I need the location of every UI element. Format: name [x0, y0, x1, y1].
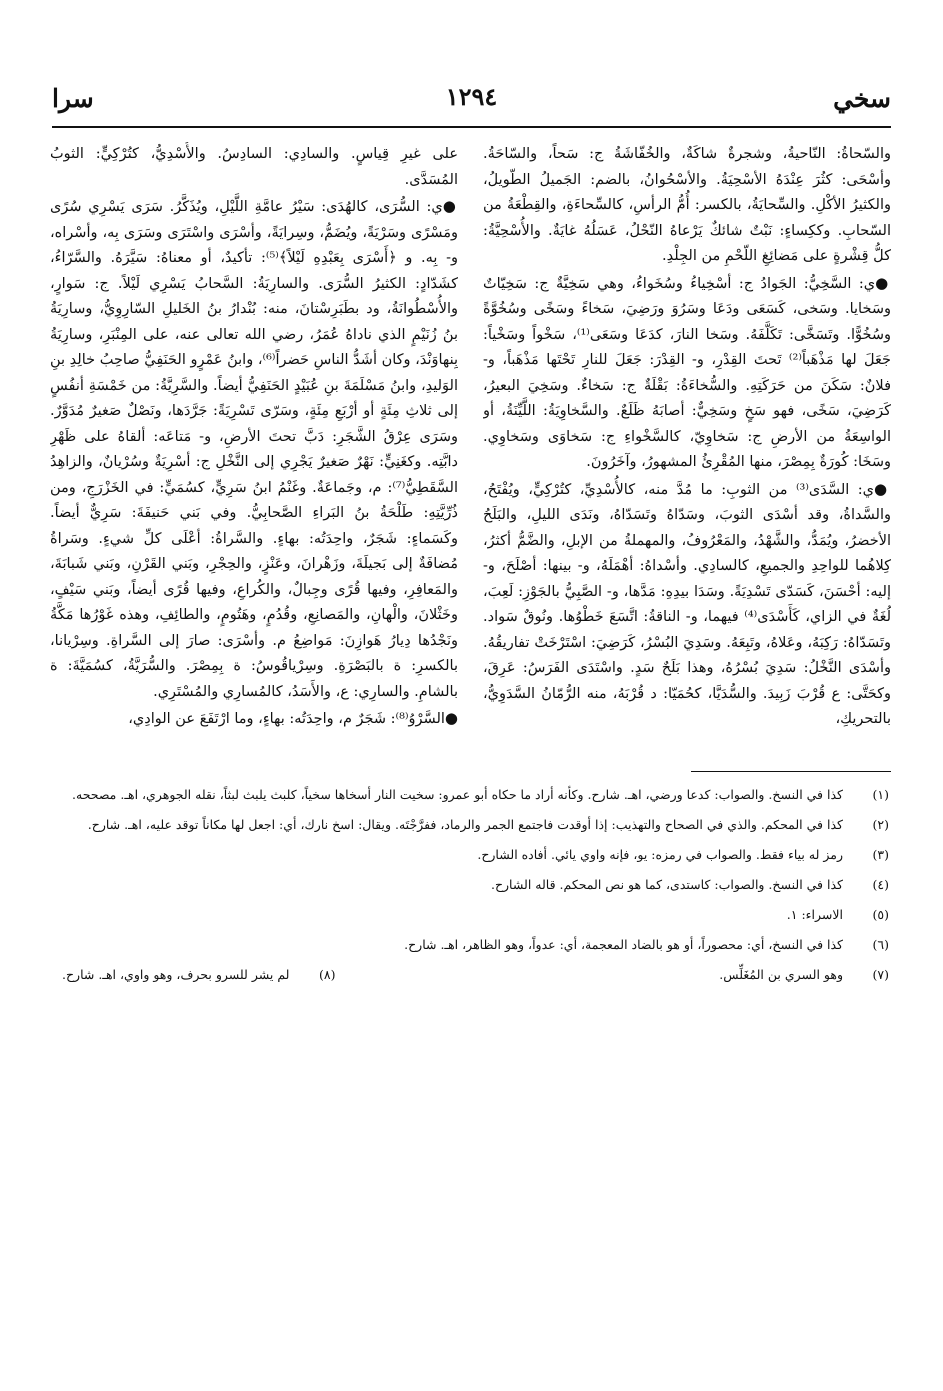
bullet-icon: ● — [442, 197, 458, 215]
footnote-number: (٧) — [872, 967, 889, 982]
footnote — [62, 964, 335, 986]
entry-paragraph — [50, 706, 458, 733]
footnote-number: (٢) — [872, 817, 889, 832]
bullet-icon: ● — [875, 273, 891, 292]
footnote-number: (٥) — [872, 907, 889, 922]
entry-paragraph — [50, 194, 458, 705]
entry-paragraph — [483, 271, 891, 476]
footnote-number: (٣) — [872, 847, 889, 862]
footnote-text: كذا في النسخ. والصواب: كاستدى، كما هو نص المحكم. قاله الشارح. — [490, 877, 843, 892]
footnote — [62, 904, 889, 926]
footnote — [62, 814, 889, 836]
footnote-number: (٦) — [872, 937, 889, 952]
entry-text: ي: السَّدَى⁽³⁾ من الثوبِ: ما مُدَّ منه، كالأُسْدِيِّ، كتُرْكِيٍّ، ويُفْتَحُ، والسَّداةُ، وقد أسْدَى الثوبَ، وسَدّاهُ وتَسَدّاهُ، ونَدَى الليلِ، والبَلَحُ الأخضرُ، ويُمَدُّ، والشَّهْدُ، والمَعْرُوفُ، والمهملةُ من الإبلِ، والضَّمُّ أكثرُ، كِلاهُما للواحِدِ والجميعِ، كالسادِي. وأسْداهُ: أهْمَلَهُ، و- بينها: أصْلَحَ، و- إليه: أحْسَنَ، كَسَدّى تَسْدِيَةً. وسَدَا بيدِهِ: مَدَّها، و- الصَّبِيُّ بالجَوْزِ: لَعِبَ، لُغَةٌ في الزاي، كَأَسْدَى⁽⁴⁾ فيهما، و- الناقةُ: اتَّسَعَ خَطْوُها. ونُوقٌ سَواد. وتَسَدّاهُ: رَكِبَهُ، وعَلاهُ، وتَبِعَهُ. وسَدِيَ البُسْرُ، كَرَضِيَ: اسْتَرْخَتْ تفاريقُهُ. وأسْدَى النَّخْلُ: سَدِيَ بُسْرُهُ، وهذا بَلَحٌ سَدٍ. واسْتَدَى الفَرَسُ: عَرِقَ، وكحَتَّى: ع قُرْبَ زَبِيدَ. والسُّدَيَّا، كحُمَيّا: د قُرْبَهُ، منه الرُّمّانُ السَّدَوِيُّ، بالتحريكِ، — [483, 481, 891, 727]
entry-text: السَّرْوُ⁽⁸⁾: شَجَرٌ م، واحِدَتُه: بهاءٍ، وما ارْتَفَعَ عن الوادِي، — [128, 711, 445, 727]
footnote-row — [62, 964, 889, 986]
footnote — [719, 964, 889, 986]
entry-paragraph: والسّحاةُ: النّاحيةُ، وشجرةٌ شاكَةٌ، والخُفّاشَةُ ج: سَحاً، والسّاحَةُ. وأسْحَى: كثُرَ عِنْدَهُ الأسْحِيَةُ. والأسْحُوانُ، بالضم: الجَميلُ الطّويلُ، والكثيرُ الأكْلِ. والسِّحايَةُ، بالكسر: أُمُّ الرأسِ، كالسِّحاءَةِ، والقِطْعَةُ من السّحابِ. وككِساءٍ: نَبْتٌ شائكٌ يَرْعاهُ النّحْلُ، عَسَلُهُ غايَةٌ. والأُسْحِيَّةُ: كلُّ قِشْرةٍ على مَضائِغِ اللّحْمِ من الجِلْدِ. — [483, 146, 891, 264]
footnote-divider — [691, 771, 891, 772]
footnote — [62, 874, 889, 896]
bullet-icon: ● — [444, 709, 458, 727]
entry-text: ي: السُّرَى، كالهُدَى: سَيْرُ عامَّةِ اللَّيْلِ، ويُذَكَّرُ. سَرَى يَسْرِي سُرًى ومَسْرًى وسَرْيَةً، ويُضَمُّ، وسِرايَةً، وأسْرَى واسْتَرَى وسَرَى بِه، وأسْراه، و- بِه. و ﴿أَسْرَى بِعَبْدِهِ لَيْلاً﴾⁽⁵⁾: تأكيدٌ، أو معناهُ: سَيَّرَهُ. والسَّرّاءُ، كشَدّادٍ: الكثيرُ السُّرَى. والسارِيَةُ: السَّحابُ يَسْرِي لَيْلاً. ج: سَوارٍ، والأُسْطُوانَةُ، ود بطَبَرِسْتانَ، منه: بُنْدارُ بنُ الخَليلِ السّارِوِيُّ، وسارِيَةُ بنُ زُنَيْمٍ الذي ناداهُ عُمَرُ، رضي الله تعالى عنه، على المِنْبَرِ، وسارِيَةُ بِنهاوَنْدَ، وكان أشَدُّ الناسِ حَضراً⁽⁶⁾، وابنُ عَمْرٍو الحَنَفِيُّ صاحِبُ خالِدِ بنِ الوَليدِ، وابنُ مَسْلَمَةَ بنِ عُبَيْدٍ الحَنَفِيُّ أيضاً. والسَّرِيَّةُ: من خَمْسَةِ أنفُسٍ إلى ثلاثِ مِئَةٍ أو أرْبَعِ مِئَةٍ، وسَرّى تَسْرِيَةً: جَرَّدَها، ونَصْلٌ صَغيرٌ مُدَوَّرٌ. وسَرَى عِرْقُ الشَّجَرِ: دَبَّ تحتَ الأرضِ، و- مَتاعَه: ألقاهُ على ظَهْرِ دابَّتِه. وكغَنِيٍّ: نَهْرٌ صَغيرٌ يَجْرِي إلى النَّخْلِ ج: أسْرِيَةٌ وسُرْيانٌ، والزاهِدُ السَّقَطِيُّ⁽⁷⁾: م، وجَماعَةٌ. وغَنْمُ ابنُ سَرِيٍّ، كسُمَيٍّ: في الخَزْرَجِ، ومن ذُرِّيَّتِهِ: طَلْحَةُ بنُ البَراءِ الصَّحابِيُّ. وفي بَني حَنيفَةَ: سَرِيٌّ أيضاً. وكَسَماءٍ: شَجَرٌ، واحِدَتُه: بهاءٍ. والسَّراةُ: أعْلَى كلِّ شيءٍ. وسَراةُ مُضافَةٌ إلى بَجيلَةَ، وزَهْرانَ، وعَنْزٍ، والحِجْرِ، وبَني القَرْنِ، وبَني شَبابَةَ، والمَعافِرِ، وفيها قُرًى وجِبالٌ، والكُراعِ، وفيها قُرًى أيضاً، وبَني سَيْفٍ، وخَثْلانَ، والْهانِ، والمَصانِعِ، وقُدُمٍ، وهَتُومٍ، والطائِفِ، وهذه غَوْرُها مَكَّةُ ونَجْدُها دِيارُ هَوازِنَ: مَواضِعُ م. وأسْرَى: صارَ إلى السَّراةِ. وسِرْيانا، بالكسرِ: ة بالبَصْرَةِ. وسِرْياقُوسُ: ة بِمِصْرَ. والسُّرَيَّةُ، كسُمَيَّةَ: ة بالشامِ. والسارِي: ع، والأَسَدُ، كالمُسارِي والمُسْتَرِي. — [50, 199, 458, 700]
footnote-text: رمز له بياء فقط. والصواب في رمزه: يو، فإنه واوي يائي. أفاده الشارح. — [477, 847, 843, 862]
footnote — [62, 934, 889, 956]
footnote — [62, 784, 889, 806]
entry-text: ي: السَّخِيُّ: الجَوادُ ج: أسْخِياءُ وسُخَواءُ، وهي سَخِيَّةٌ ج: سَخِيّاتٌ وسَخايا. وسَخى، كَسَعَى ودَعَا وسَرُوَ ورَضِيَ، سَخاءً وسَخًى وسُخُوَّةً وسُخُوًّا. وتَسَخَّى: تَكَلَّفَهُ. وسَخا النارَ، كدَعَا وسَعَى⁽¹⁾، سَخْواً وسَخْياً: جَعَلَ لها مَذْهَباً⁽²⁾ تَحتَ القِدْرِ، و- القِدْرَ: جَعَلَ للنارِ تَحْتَها مَذْهَباً، و- فلانٌ: سَكَنَ من حَرَكَتِهِ. والسُّخاءَةُ: بَقْلَةٌ ج: سَخاءٌ. وسَخِيَ البعيرُ، كَرَضِيَ، سَخًى، فهو سَخٍ وسَخِيٌّ: أصابَهُ ظَلَعٌ. والسَّخاوِيَةُ: اللَّيِّنَةُ، أو الواسِعَةُ من الأرضِ ج: سَخاوِيّ، كالسَّخْواءِ ج: سَخاوَى وسَخاوِي. وسَخَا: كُورَةٌ بِمِصْرَ، منها المُقْرِئُ المشهورُ، وآخَرُونَ. — [483, 275, 891, 470]
right-column — [483, 142, 891, 762]
entry-paragraph — [483, 477, 891, 733]
header-next-word: سرا — [52, 84, 94, 113]
footnote-text: لم يشر للسرو بحرف، وهو واوي، اهـ. شارح. — [62, 967, 290, 982]
page-number: ١٢٩٤ — [445, 82, 498, 111]
footnote-text: كذا في المحكم. والذي في الصحاح والتهذيب: إذا أوقدت فاجتمع الجمر والرماد، ففرَّجْتَه. ويقال: اسخ نارك، أي: اجعل لها مكاناً توقد عليه، اهـ. شارح. — [87, 817, 843, 832]
footnote-text: الاسراء: ١. — [786, 907, 843, 922]
footnote — [62, 844, 889, 866]
footnote-text: كذا في النسخ، أي: محصوراً، أو هو بالضاد المعجمة، أي: عدواً، وهو الظاهر، اهـ. شارح. — [404, 937, 843, 952]
left-column — [50, 142, 458, 762]
header-entry-word: سخي — [833, 84, 891, 113]
entry-paragraph: على غيرِ قِياسٍ. والسادِي: السادِسُ. والأُسْدِيُّ، كتُرْكِيٍّ: الثوبُ المُسَدَّى. — [50, 146, 458, 188]
footnote-number: (١) — [872, 787, 889, 802]
page-header — [52, 80, 891, 120]
footnotes — [62, 784, 889, 994]
footnote-number: (٨) — [318, 967, 336, 982]
footnote-number: (٤) — [872, 877, 889, 892]
footnote-text: وهو السري بن المُغَلِّس. — [719, 967, 843, 982]
footnote-text: كذا في النسخ. والصواب: كدعا ورضي، اهـ. شارح. وكأنه أراد ما حكاه أبو عمرو: سخيت النار أسخاها سخياً، كلبث يلبث لبثاً، نقله الجوهري، اهـ. مصححه. — [72, 787, 843, 802]
bullet-icon: ● — [874, 479, 891, 498]
header-divider — [52, 126, 891, 128]
